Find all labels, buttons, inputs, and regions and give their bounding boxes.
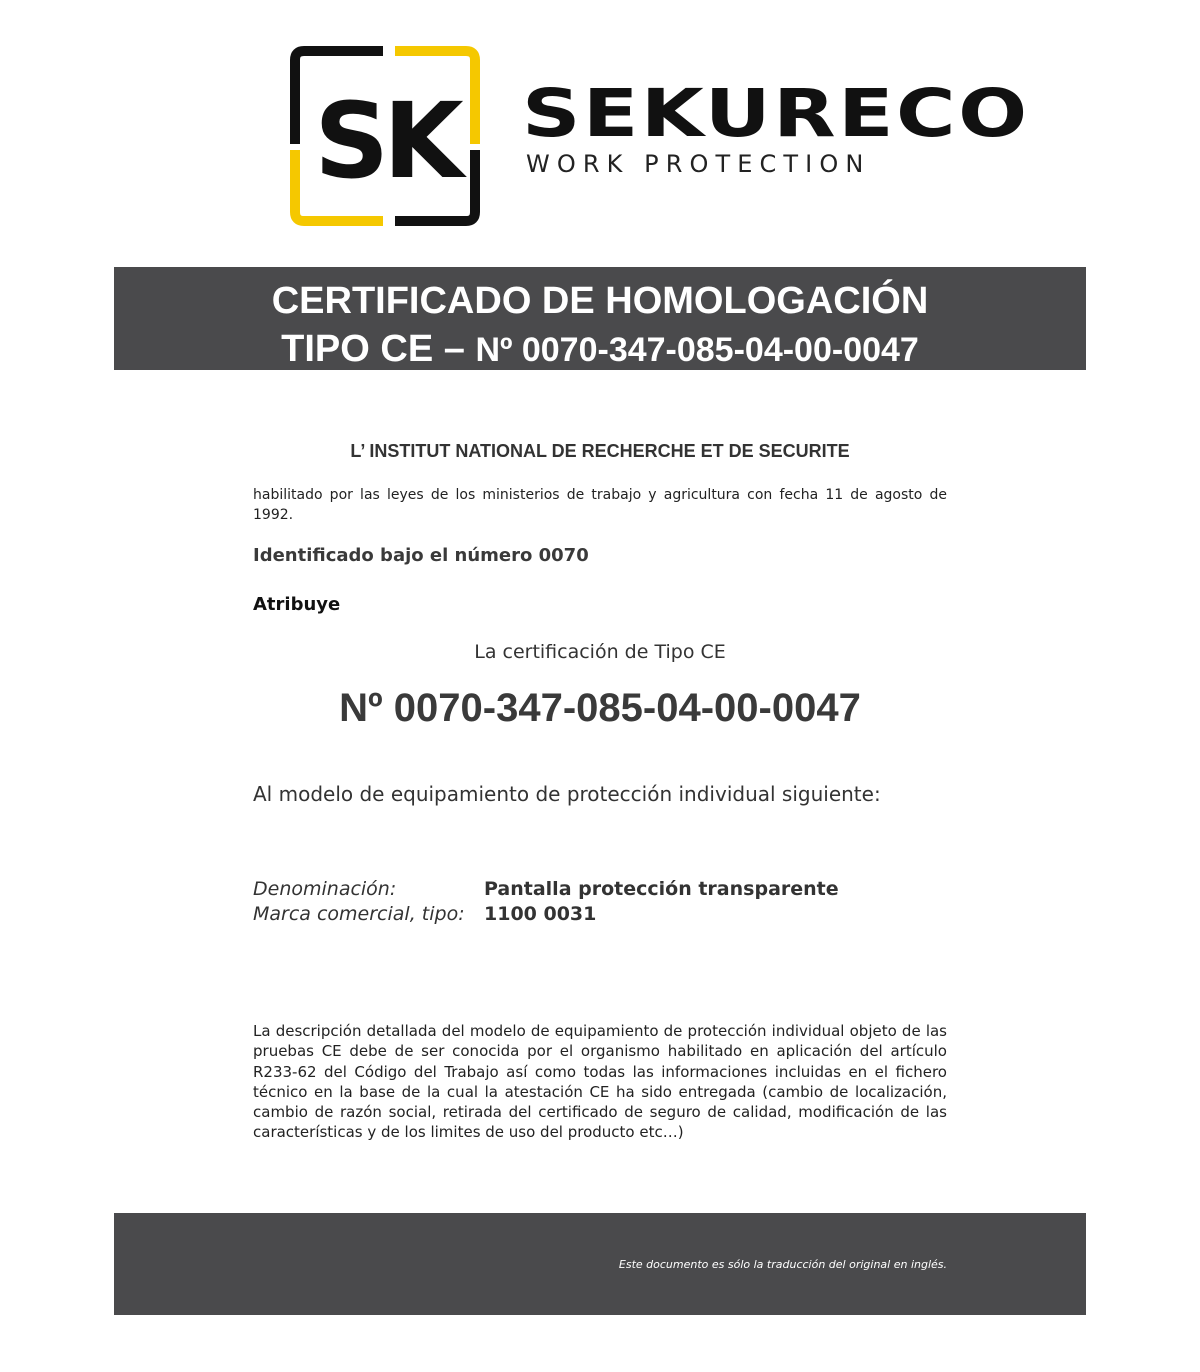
spec-value: 1100 0031 — [484, 903, 597, 925]
subtitle-number: Nº 0070-347-085-04-00-0047 — [475, 331, 919, 369]
spec-row-brand-type — [253, 902, 596, 926]
attributes-heading: Atribuye — [253, 594, 341, 615]
certificate-number: Nº 0070-347-085-04-00-0047 — [339, 686, 861, 730]
spec-label: Denominación: — [253, 878, 397, 900]
brand-name: SEKURECO — [522, 75, 1030, 152]
certification-type: La certificación de Tipo CE — [474, 641, 726, 663]
certificate-title: CERTIFICADO DE HOMOLOGACIÓN — [271, 280, 929, 322]
translation-note: Este documento es sólo la traducción del original en inglés. — [618, 1258, 947, 1271]
model-intro: Al modelo de equipamiento de protección individual siguiente: — [253, 782, 881, 806]
title-banner — [114, 267, 1086, 370]
sk-monogram: SK — [314, 80, 458, 202]
authorization-text: habilitado por las leyes de los ministerios de trabajo y agricultura con fecha 11 de agosto de 1992. — [253, 487, 947, 523]
sk-logo-mark — [290, 45, 485, 227]
spec-value: Pantalla protección transparente — [484, 878, 839, 900]
spec-label: Marca comercial, tipo: — [253, 903, 465, 925]
brand-tagline: WORK PROTECTION — [526, 150, 871, 178]
footer-band — [114, 1213, 1086, 1315]
spec-row-denomination — [253, 877, 839, 901]
identification-number: Identificado bajo el número 0070 — [253, 545, 589, 566]
subtitle-prefix: TIPO CE – — [281, 328, 476, 370]
issuing-institute: L’ INSTITUT NATIONAL DE RECHERCHE ET DE SECURITE — [350, 441, 850, 461]
certificate-subtitle — [114, 327, 1086, 373]
description-text: La descripción detallada del modelo de equipamiento de protección individual objeto de las pruebas CE debe de ser conocida por el organismo habilitado en aplicación del artículo R233-62 del Código del Trabajo así como todas las informaciones incluidas en el fichero técnico en la base de la cual la atestación CE ha sido entregada (cambio de localización, cambio de razón social, retirada del certificado de seguro de calidad, modificación de las características y de los limites de uso del producto etc…) — [253, 1022, 947, 1142]
company-logo — [290, 45, 1030, 230]
